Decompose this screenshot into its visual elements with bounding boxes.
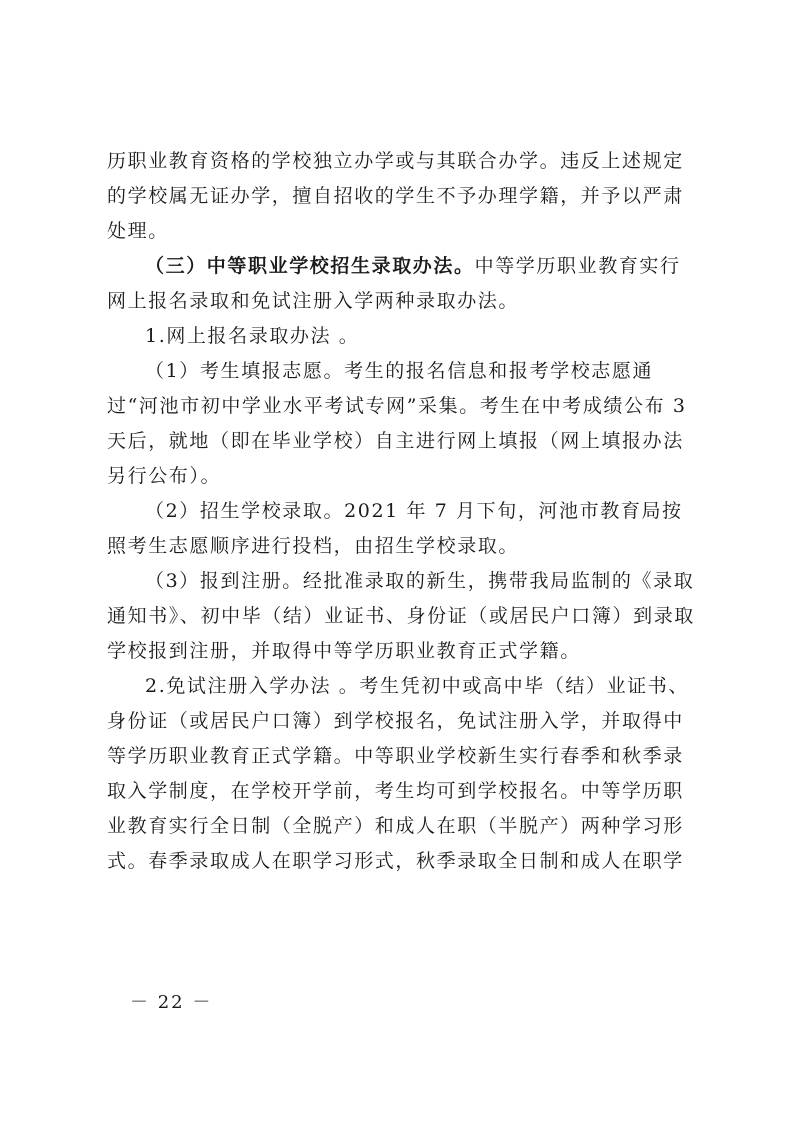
section-heading: （三）中等职业学校招生录取办法。 (145, 255, 475, 277)
body-text (107, 144, 697, 879)
paragraph-text: （3）报到注册。经批准录取的新生，携带我局监制的《录取通知书》、初中毕（结）业证书、身份证（或居民户口簿）到录取学校报到注册，并取得中等学历职业教育正式学籍。 (107, 570, 695, 662)
page-number: － 22 － (130, 992, 213, 1013)
paragraph-online-method (107, 319, 697, 354)
paragraph-text: 2.免试注册入学办法 。考生凭初中或高中毕（结）业证书、身份证（或居民户口簿）到学校报名，免试注册入学，并取得中等学历职业教育正式学籍。中等职业学校新生实行春季和秋季录取入学制度，在学校开学前，考生均可到学校报名。中等学历职业教育实行全日制（全脱产）和成人在职（半脱产）两种学习形式。春季录取成人在职学习形式，秋季录取全日制和成人在职学 (107, 675, 689, 872)
paragraph-school-admission (107, 494, 697, 564)
paragraph-registration (107, 564, 697, 669)
paragraph-section-three (107, 249, 697, 319)
paragraph-fill-preferences (107, 354, 697, 494)
paragraph-exam-free-method (107, 669, 697, 879)
paragraph-continuation (107, 144, 697, 249)
paragraph-text: 历职业教育资格的学校独立办学或与其联合办学。违反上述规定的学校属无证办学，擅自招收的学生不予办理学籍，并予以严肃处理。 (107, 150, 684, 242)
paragraph-text: 中等学历职业教育实行网上报名录取和免试注册入学两种录取办法。 (107, 255, 681, 312)
paragraph-text: 1.网上报名录取办法 。 (145, 325, 360, 347)
paragraph-text: （2）招生学校录取。2021 年 7 月下旬，河池市教育局按照考生志愿顺序进行投档，由招生学校录取。 (107, 500, 683, 557)
paragraph-text: （1）考生填报志愿。考生的报名信息和报考学校志愿通过“河池市初中学业水平考试专网”采集。考生在中考成绩公布 3 天后，就地（即在毕业学校）自主进行网上填报（网上填报办法另行公布）。 (107, 360, 687, 487)
